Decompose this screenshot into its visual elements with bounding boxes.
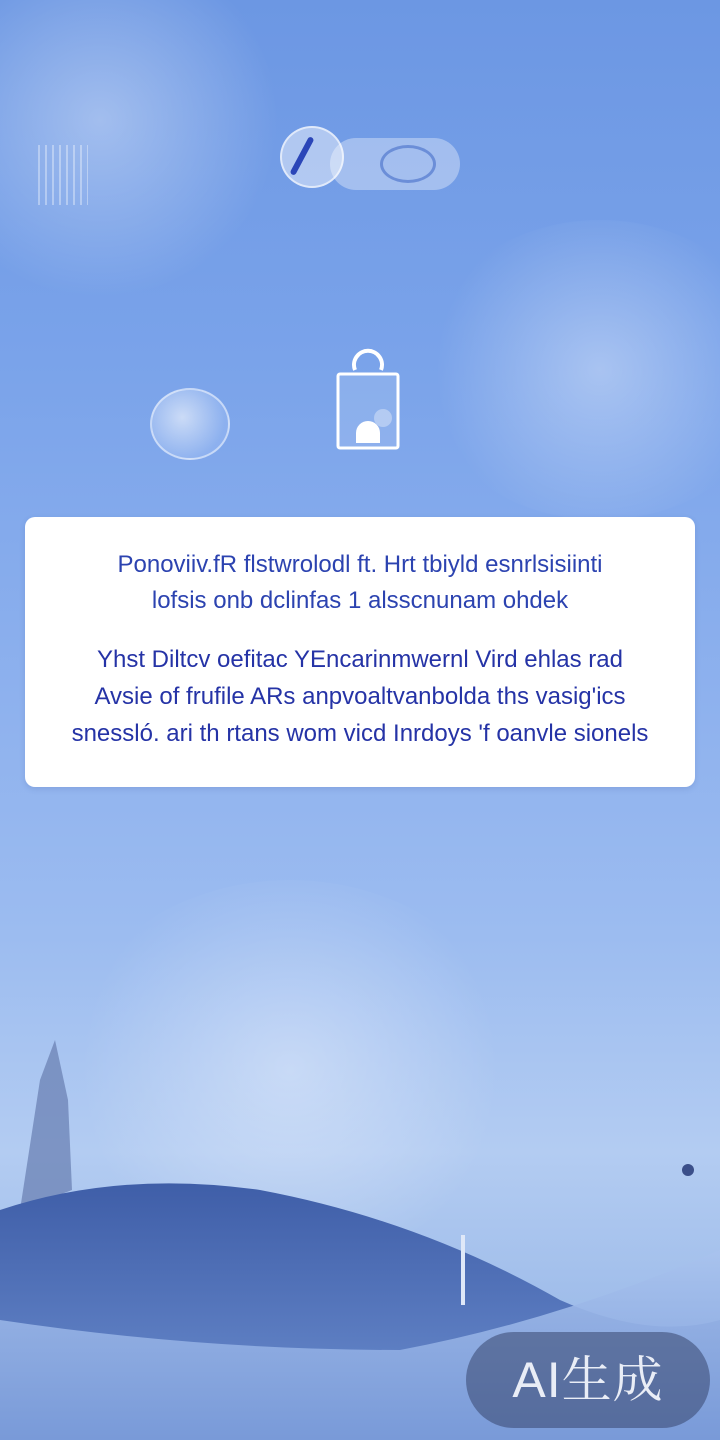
ai-generated-badge: AI生成 (466, 1332, 710, 1428)
info-card (25, 517, 695, 787)
capsule-shape (280, 126, 344, 188)
card-heading-line: Ponoviiv.fR flstwrolodl ft. Hrt tbiyld esnrlsisiinti (117, 551, 603, 578)
card-heading-line: lofsis onb dclinfas 1 alsscnunam ohdek (151, 587, 569, 614)
decorative-stripes (38, 145, 88, 205)
eye-shape (380, 145, 436, 183)
card-body-line: Yhst Diltcv oefitac YEncarinmwernl Vird ehlas rad (96, 646, 623, 673)
card-body-text (25, 641, 695, 752)
bubble-icon (150, 388, 230, 460)
card-body-line: Avsie of frufile ARs anpvoaltvanbolda ths vasig'ics (94, 683, 626, 710)
card-body-line: snessló. ari th rtans wom vicd Inrdoys 'f oanvle sionels (71, 720, 649, 747)
lock-icon (333, 340, 403, 452)
card-heading (25, 547, 695, 619)
